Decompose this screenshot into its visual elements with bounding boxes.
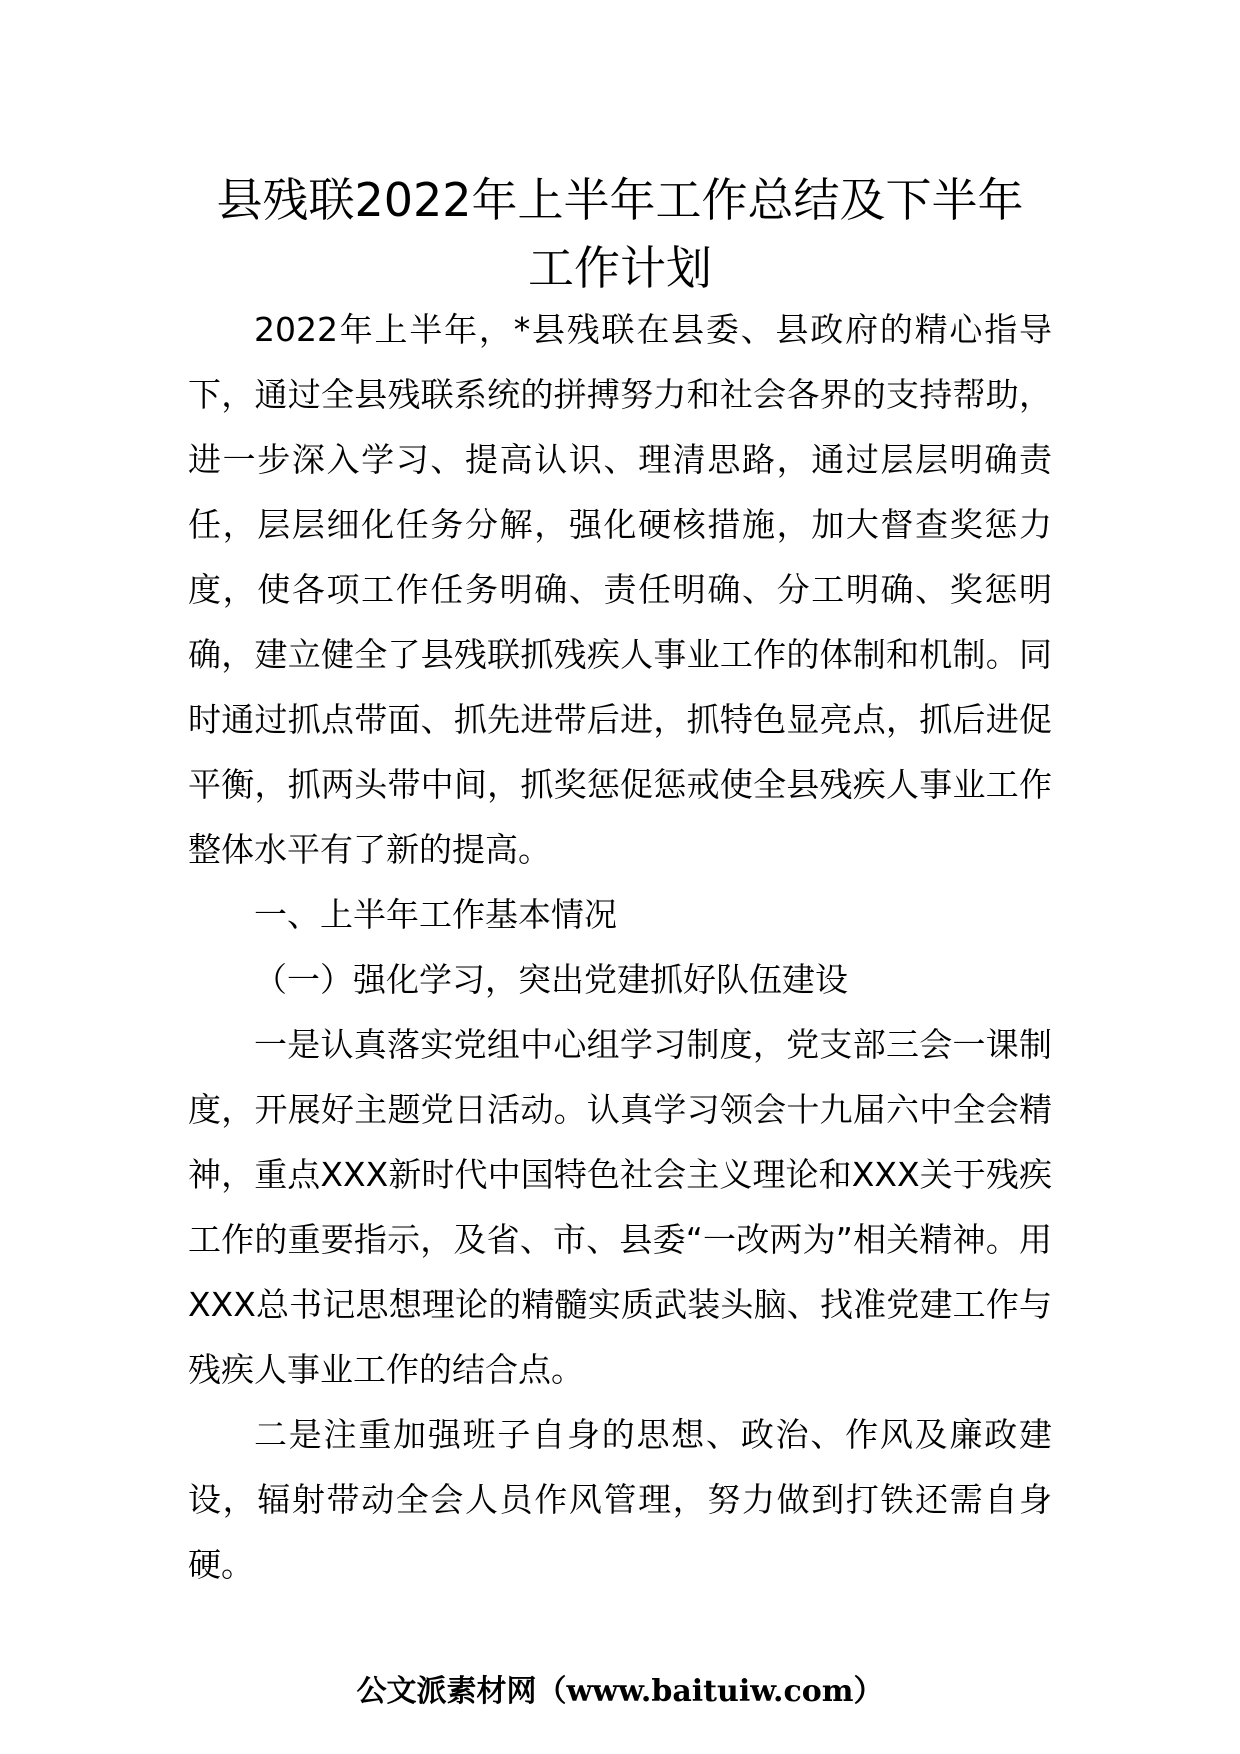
document-title-line1: 县残联2022年上半年工作总结及下半年	[216, 173, 1024, 227]
item-paragraph-1: 一是认真落实党组中心组学习制度，党支部三会一课制度，开展好主题党日活动。认真学习领会十九届六中全会精神，重点XXX新时代中国特色社会主义理论和XXX关于残疾工作的重要指示，及省、市、县委“一改两为”相关精神。用XXX总书记思想理论的精髓实质武装头脑、找准党建工作与残疾人事业工作的结合点。	[188, 1025, 1052, 1389]
subsection-heading: （一）强化学习，突出党建抓好队伍建设	[254, 960, 848, 999]
intro-paragraph: 2022年上半年，*县残联在县委、县政府的精心指导下，通过全县残联系统的拼搏努力和社会各界的支持帮助，进一步深入学习、提高认识、理清思路，通过层层明确责任，层层细化任务分解，强化硬核措施，加大督查奖惩力度，使各项工作任务明确、责任明确、分工明确、奖惩明确，建立健全了县残联抓残疾人事业工作的体制和机制。同时通过抓点带面、抓先进带后进，抓特色显亮点，抓后进促平衡，抓两头带中间，抓奖惩促惩戒使全县残疾人事业工作整体水平有了新的提高。	[188, 310, 1052, 869]
document-body	[188, 297, 1052, 1597]
item-paragraph-2: 二是注重加强班子自身的思想、政治、作风及廉政建设，辐射带动全会人员作风管理，努力做到打铁还需自身硬。	[188, 1415, 1052, 1584]
document-title-line2: 工作计划	[528, 241, 712, 295]
footer-watermark: 公文派素材网（www.baituiw.com）	[356, 1674, 884, 1709]
section-heading: 一、上半年工作基本情况	[254, 895, 617, 934]
